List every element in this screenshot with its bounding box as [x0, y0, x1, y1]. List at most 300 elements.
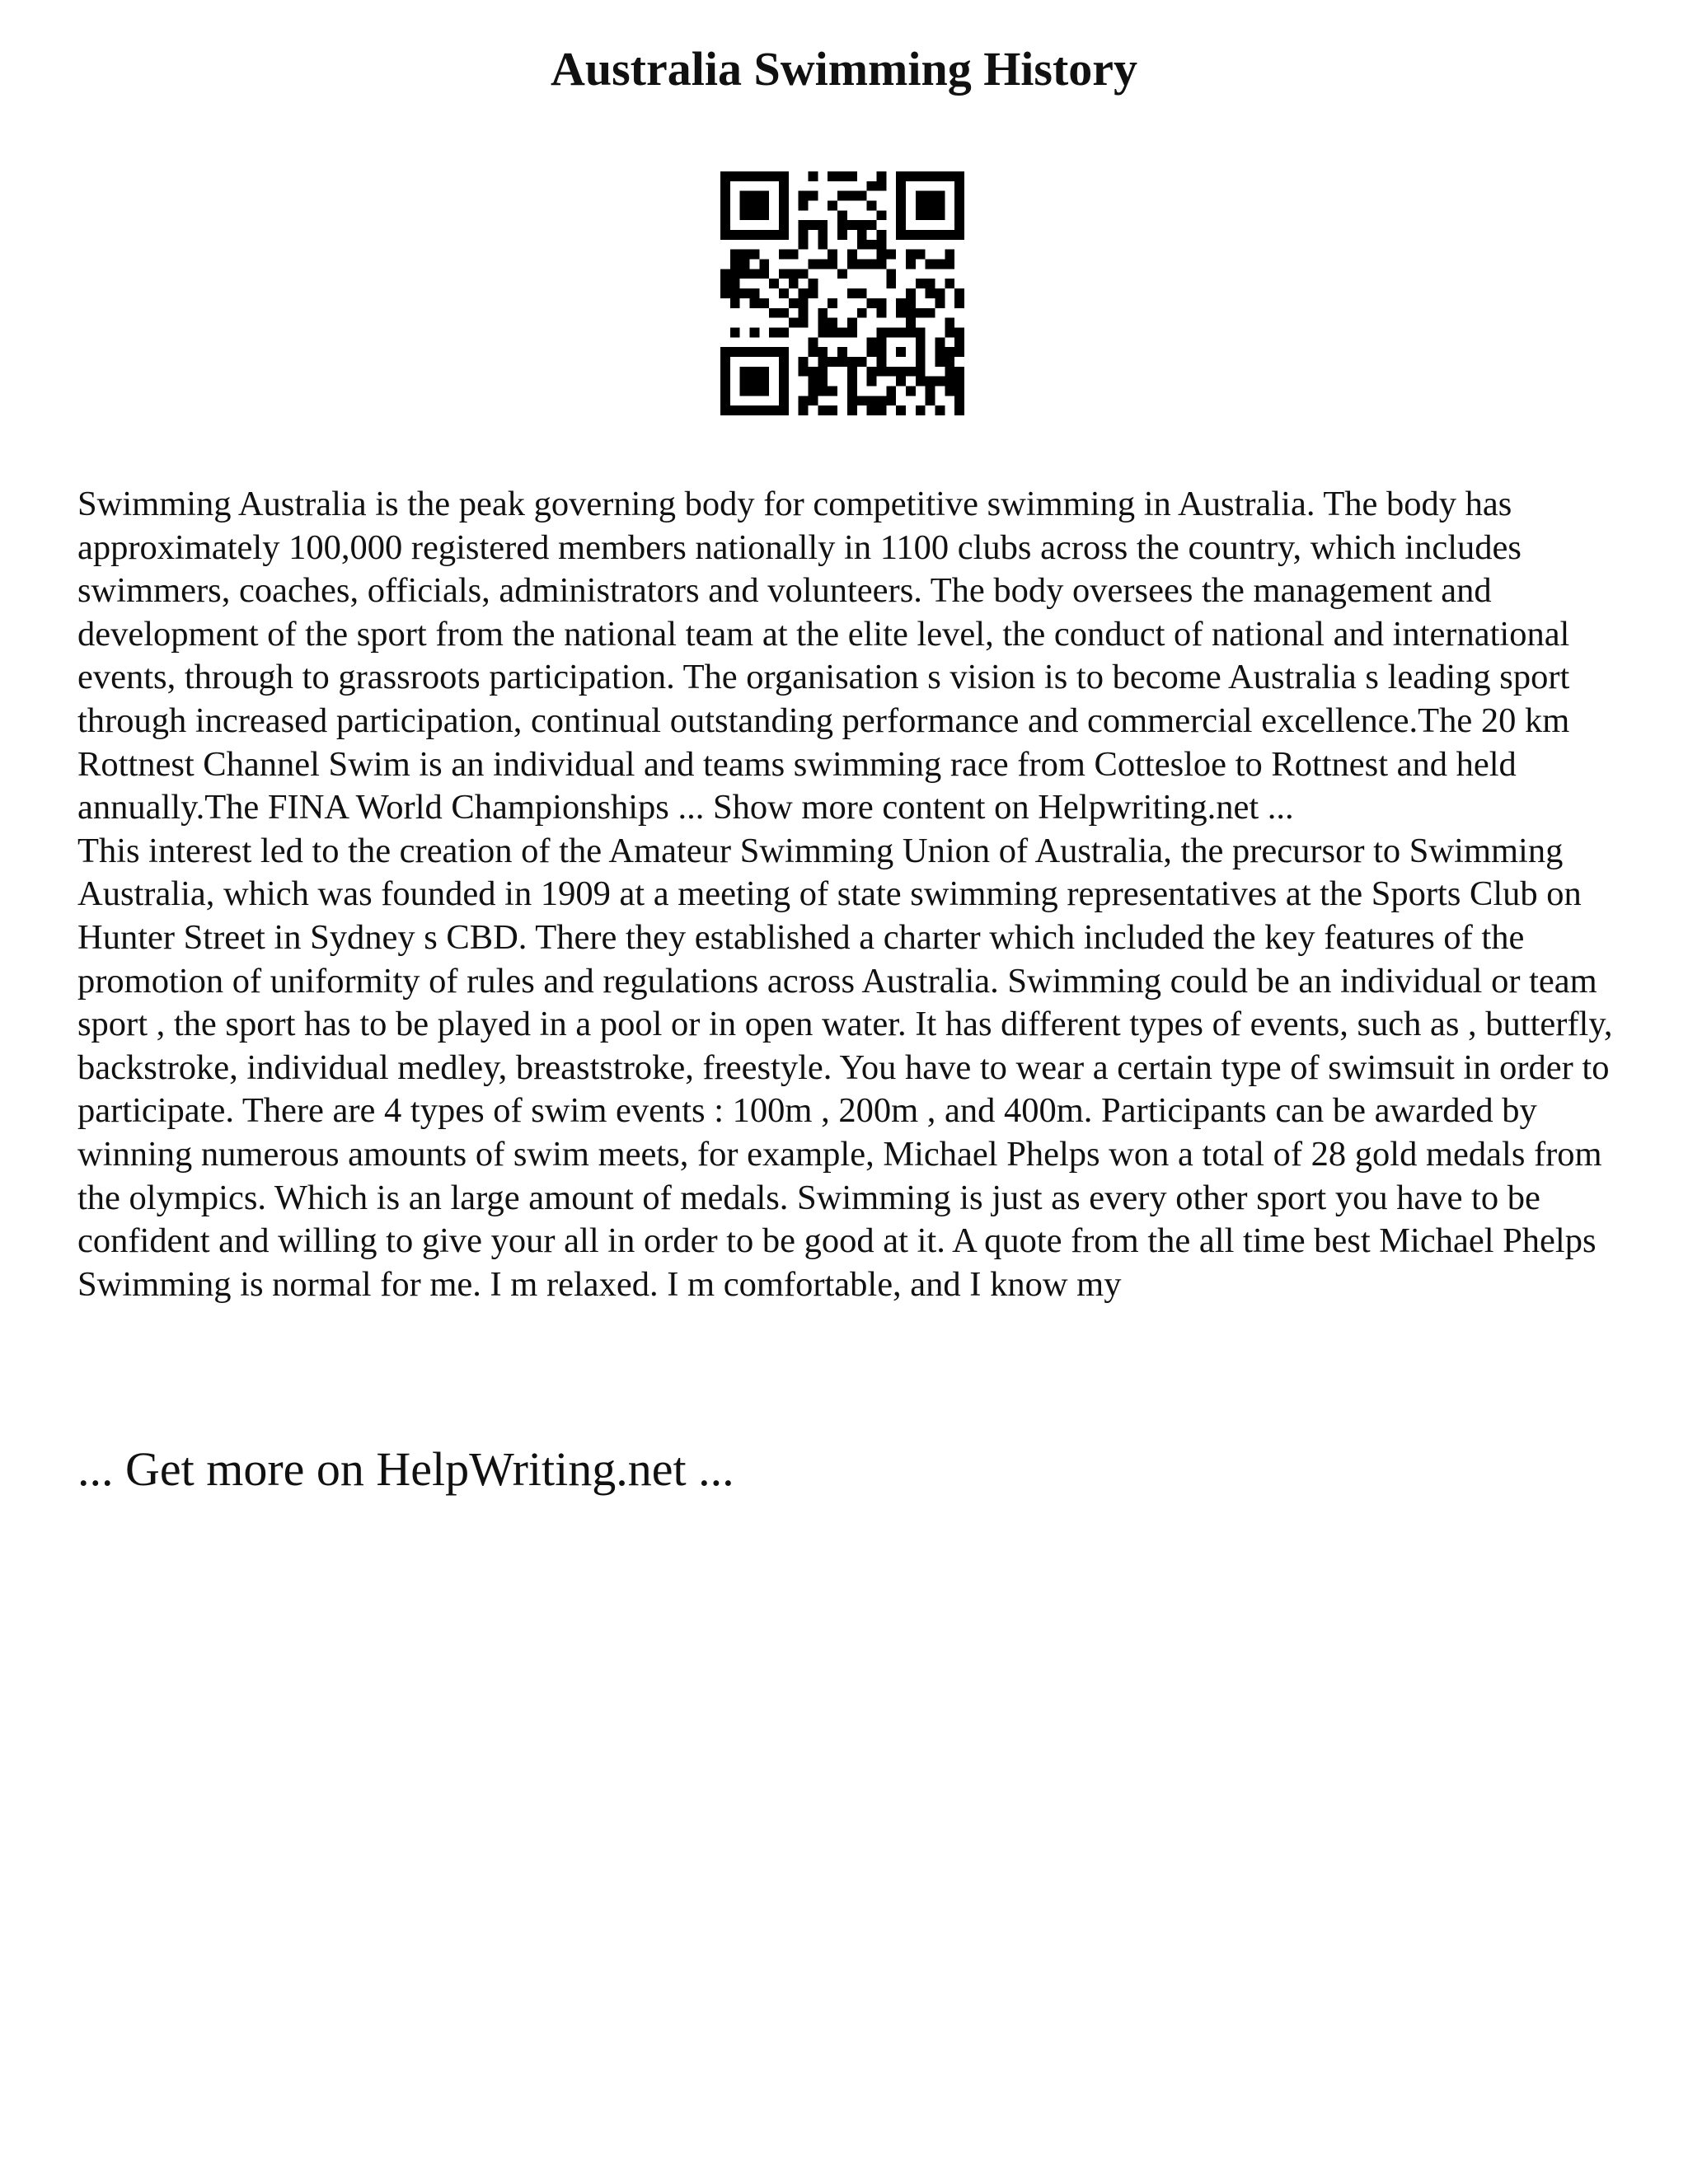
qr-module — [828, 318, 837, 328]
qr-module — [847, 318, 857, 328]
qr-module — [857, 357, 867, 367]
qr-module — [809, 220, 818, 230]
qr-module — [789, 250, 799, 260]
qr-module — [818, 347, 828, 357]
qr-module — [954, 337, 964, 347]
qr-module — [886, 327, 896, 337]
qr-module — [945, 327, 954, 337]
qr-module — [896, 181, 906, 191]
qr-module — [916, 308, 926, 318]
qr-module — [876, 298, 886, 308]
qr-module — [779, 181, 789, 191]
qr-module — [857, 288, 867, 298]
qr-module — [740, 405, 750, 415]
qr-module — [867, 298, 877, 308]
qr-module — [779, 250, 789, 260]
qr-module — [740, 171, 750, 181]
qr-module — [916, 171, 926, 181]
qr-module — [945, 386, 954, 396]
qr-module — [730, 171, 740, 181]
qr-module — [954, 367, 964, 377]
qr-module — [867, 405, 877, 415]
qr-module — [759, 260, 769, 269]
qr-module — [809, 347, 818, 357]
qr-module — [935, 357, 945, 367]
qr-module — [818, 357, 828, 367]
qr-module — [896, 367, 906, 377]
qr-module — [769, 327, 779, 337]
qr-module — [759, 171, 769, 181]
qr-module — [720, 357, 730, 367]
qr-module — [720, 396, 730, 405]
qr-module — [867, 367, 877, 377]
qr-module — [906, 171, 916, 181]
qr-module — [896, 347, 906, 357]
qr-module — [867, 377, 877, 387]
qr-module — [876, 327, 886, 337]
qr-module — [935, 298, 945, 308]
qr-module — [926, 201, 935, 211]
qr-module — [720, 386, 730, 396]
qr-module — [769, 279, 779, 288]
qr-module — [857, 230, 867, 240]
qr-module — [799, 191, 809, 201]
qr-module — [720, 171, 730, 181]
qr-module — [876, 367, 886, 377]
qr-module — [759, 347, 769, 357]
qr-module — [954, 288, 964, 298]
qr-code-icon — [720, 171, 964, 415]
qr-module — [799, 308, 809, 318]
page-title: Australia Swimming History — [550, 42, 1138, 96]
qr-module — [926, 386, 935, 396]
qr-module — [876, 210, 886, 220]
qr-module — [809, 279, 818, 288]
qr-module — [789, 269, 799, 279]
qr-code-graphic — [720, 171, 964, 415]
qr-module — [906, 260, 916, 269]
qr-module — [867, 260, 877, 269]
qr-module — [847, 396, 857, 405]
qr-module — [740, 367, 750, 377]
qr-module — [847, 288, 857, 298]
qr-module — [828, 357, 837, 367]
qr-module — [750, 210, 760, 220]
qr-module — [896, 308, 906, 318]
qr-module — [857, 191, 867, 201]
qr-module — [750, 201, 760, 211]
qr-module — [750, 298, 760, 308]
qr-module — [945, 318, 954, 328]
qr-module — [837, 327, 847, 337]
qr-module — [896, 230, 906, 240]
qr-module — [926, 210, 935, 220]
qr-module — [935, 210, 945, 220]
qr-module — [799, 405, 809, 415]
qr-module — [730, 288, 740, 298]
qr-module — [837, 210, 847, 220]
qr-module — [789, 318, 799, 328]
qr-module — [916, 347, 926, 357]
qr-module — [916, 210, 926, 220]
qr-module — [759, 269, 769, 279]
qr-module — [779, 171, 789, 181]
qr-module — [828, 201, 837, 211]
qr-module — [720, 347, 730, 357]
qr-module — [730, 327, 740, 337]
qr-module — [945, 171, 954, 181]
qr-module — [876, 396, 886, 405]
qr-module — [779, 327, 789, 337]
qr-module — [935, 347, 945, 357]
qr-module — [954, 396, 964, 405]
qr-module — [779, 191, 789, 201]
qr-module — [906, 308, 916, 318]
qr-module — [876, 250, 886, 260]
qr-module — [896, 327, 906, 337]
qr-module — [954, 181, 964, 191]
qr-module — [730, 405, 740, 415]
qr-module — [720, 210, 730, 220]
qr-module — [809, 396, 818, 405]
qr-module — [740, 191, 750, 201]
qr-module — [876, 347, 886, 357]
qr-module — [750, 347, 760, 357]
qr-module — [720, 181, 730, 191]
qr-module — [779, 396, 789, 405]
qr-module — [720, 367, 730, 377]
qr-module — [916, 230, 926, 240]
qr-module — [896, 171, 906, 181]
qr-module — [876, 357, 886, 367]
qr-module — [809, 386, 818, 396]
qr-module — [916, 250, 926, 260]
qr-module — [818, 240, 828, 250]
qr-module — [730, 250, 740, 260]
qr-module — [779, 201, 789, 211]
qr-module — [867, 201, 877, 211]
qr-module — [720, 201, 730, 211]
qr-module — [779, 405, 789, 415]
qr-module — [867, 347, 877, 357]
qr-module — [779, 367, 789, 377]
qr-module — [750, 377, 760, 387]
qr-module — [916, 327, 926, 337]
qr-module — [935, 201, 945, 211]
qr-module — [818, 308, 828, 318]
qr-module — [720, 220, 730, 230]
qr-module — [720, 279, 730, 288]
qr-module — [779, 220, 789, 230]
qr-module — [828, 260, 837, 269]
qr-module — [818, 386, 828, 396]
qr-module — [945, 260, 954, 269]
qr-module — [759, 377, 769, 387]
qr-module — [954, 220, 964, 230]
qr-module — [847, 377, 857, 387]
qr-module — [779, 386, 789, 396]
qr-module — [954, 377, 964, 387]
qr-module — [954, 327, 964, 337]
qr-module — [809, 260, 818, 269]
qr-module — [867, 240, 877, 250]
qr-module — [799, 298, 809, 308]
qr-module — [750, 367, 760, 377]
qr-module — [906, 367, 916, 377]
qr-module — [935, 377, 945, 387]
qr-module — [847, 357, 857, 367]
qr-module — [799, 220, 809, 230]
qr-module — [916, 201, 926, 211]
qr-module — [954, 347, 964, 357]
qr-module — [926, 191, 935, 201]
qr-module — [837, 171, 847, 181]
qr-module — [809, 337, 818, 347]
qr-module — [779, 230, 789, 240]
qr-module — [769, 230, 779, 240]
qr-module — [809, 367, 818, 377]
qr-module — [876, 181, 886, 191]
qr-module — [886, 386, 896, 396]
qr-module — [847, 405, 857, 415]
qr-module — [779, 308, 789, 318]
qr-module — [730, 347, 740, 357]
qr-module — [759, 230, 769, 240]
qr-module — [837, 220, 847, 230]
qr-module — [935, 337, 945, 347]
qr-module — [916, 191, 926, 201]
qr-module — [730, 269, 740, 279]
qr-module — [886, 250, 896, 260]
qr-module — [809, 288, 818, 298]
qr-module — [857, 220, 867, 230]
qr-module — [906, 318, 916, 328]
qr-module — [954, 201, 964, 211]
qr-module — [759, 210, 769, 220]
qr-module — [935, 230, 945, 240]
qr-module — [867, 220, 877, 230]
qr-module — [876, 260, 886, 269]
qr-module — [867, 337, 877, 347]
qr-module — [954, 171, 964, 181]
qr-module — [954, 405, 964, 415]
qr-module — [867, 181, 877, 191]
qr-module — [740, 288, 750, 298]
qr-module — [740, 377, 750, 387]
qr-module — [759, 367, 769, 377]
qr-module — [818, 367, 828, 377]
qr-module — [896, 220, 906, 230]
qr-module — [779, 269, 789, 279]
qr-module — [828, 298, 837, 308]
qr-module — [857, 308, 867, 318]
qr-module — [730, 230, 740, 240]
qr-module — [906, 386, 916, 396]
qr-module — [769, 405, 779, 415]
qr-module — [926, 171, 935, 181]
qr-module — [809, 377, 818, 387]
qr-module — [886, 279, 896, 288]
qr-module — [730, 279, 740, 288]
qr-module — [847, 327, 857, 337]
qr-module — [954, 386, 964, 396]
qr-module — [886, 269, 896, 279]
qr-module — [857, 260, 867, 269]
qr-module — [740, 269, 750, 279]
qr-module — [896, 210, 906, 220]
qr-module — [945, 357, 954, 367]
qr-module — [945, 347, 954, 357]
qr-module — [935, 288, 945, 298]
qr-module — [759, 405, 769, 415]
qr-module — [730, 298, 740, 308]
qr-module — [847, 191, 857, 201]
qr-module — [837, 191, 847, 201]
qr-module — [945, 230, 954, 240]
qr-module — [945, 367, 954, 377]
qr-module — [759, 386, 769, 396]
qr-module — [750, 230, 760, 240]
qr-module — [906, 327, 916, 337]
qr-module — [740, 347, 750, 357]
qr-module — [954, 210, 964, 220]
qr-module — [926, 288, 935, 298]
qr-module — [837, 269, 847, 279]
qr-module — [876, 230, 886, 240]
qr-module — [740, 201, 750, 211]
qr-module — [740, 250, 750, 260]
qr-module — [799, 318, 809, 328]
qr-module — [945, 377, 954, 387]
qr-module — [799, 240, 809, 250]
qr-module — [857, 396, 867, 405]
qr-module — [779, 347, 789, 357]
qr-module — [740, 386, 750, 396]
qr-module — [954, 230, 964, 240]
qr-module — [759, 191, 769, 201]
article-paragraph-1: Swimming Australia is the peak governing body for competitive swimming in Australia. The body has approximately 100,000 registered members nationally in 1100 clubs across the country, which includes swimmers, coaches, officials, administrators and volunteers. The body oversees the management and development of the sport from the national team at the elite level, the conduct of national and international events, through to grassroots participation. The organisation s vision is to become Australia s leading sport through increased participation, continual outstanding performance and commercial excellence.The 20 km Rottnest Channel Swim is an individual and teams swimming race from Cottesloe to Rottnest and held annually.The FINA World Championships ... Show more content on Helpwriting.net ... — [77, 485, 1570, 827]
qr-module — [750, 327, 760, 337]
article-body — [77, 483, 1627, 1306]
qr-module — [750, 171, 760, 181]
qr-module — [847, 367, 857, 377]
qr-module — [789, 298, 799, 308]
qr-module — [935, 260, 945, 269]
qr-module — [818, 377, 828, 387]
qr-module — [779, 210, 789, 220]
qr-module — [828, 327, 837, 337]
qr-module — [759, 298, 769, 308]
qr-module — [896, 405, 906, 415]
qr-module — [730, 260, 740, 269]
qr-module — [906, 230, 916, 240]
qr-module — [799, 230, 809, 240]
qr-module — [799, 367, 809, 377]
qr-module — [818, 327, 828, 337]
qr-module — [896, 377, 906, 387]
qr-module — [769, 308, 779, 318]
qr-module — [945, 279, 954, 288]
qr-module — [847, 171, 857, 181]
qr-module — [720, 230, 730, 240]
qr-module — [886, 367, 896, 377]
qr-module — [740, 210, 750, 220]
qr-module — [926, 396, 935, 405]
qr-module — [779, 288, 789, 298]
qr-module — [896, 298, 906, 308]
qr-module — [750, 386, 760, 396]
qr-module — [945, 250, 954, 260]
qr-module — [926, 377, 935, 387]
qr-module — [779, 377, 789, 387]
qr-module — [799, 269, 809, 279]
qr-module — [906, 250, 916, 260]
qr-module — [799, 288, 809, 298]
qr-module — [876, 308, 886, 318]
qr-module — [926, 308, 935, 318]
qr-module — [799, 201, 809, 211]
qr-module — [954, 191, 964, 201]
qr-module — [750, 191, 760, 201]
get-more-link[interactable]: ... Get more on HelpWriting.net ... — [77, 1442, 734, 1496]
qr-module — [818, 318, 828, 328]
qr-module — [818, 260, 828, 269]
qr-module — [916, 279, 926, 288]
qr-module — [799, 396, 809, 405]
qr-module — [916, 367, 926, 377]
qr-module — [916, 405, 926, 415]
qr-module — [954, 298, 964, 308]
qr-module — [750, 405, 760, 415]
qr-module — [847, 260, 857, 269]
qr-module — [896, 201, 906, 211]
qr-module — [906, 298, 916, 308]
qr-module — [750, 288, 760, 298]
qr-module — [720, 405, 730, 415]
qr-module — [828, 386, 837, 396]
qr-module — [857, 240, 867, 250]
qr-module — [818, 405, 828, 415]
qr-module — [818, 230, 828, 240]
qr-module — [935, 191, 945, 201]
qr-module — [926, 230, 935, 240]
qr-module — [837, 230, 847, 240]
qr-module — [769, 347, 779, 357]
qr-module — [750, 269, 760, 279]
qr-module — [876, 405, 886, 415]
qr-module — [916, 377, 926, 387]
qr-module — [740, 260, 750, 269]
qr-module — [809, 191, 818, 201]
qr-module — [876, 171, 886, 181]
qr-module — [916, 337, 926, 347]
article-paragraph-2: This interest led to the creation of the Amateur Swimming Union of Australia, the precursor to Swimming Australia, which was founded in 1909 at a meeting of state swimming representatives at the Sports Club on Hunter Street in Sydney s CBD. There they established a charter which included the key features of the promotion of uniformity of rules and regulations across Australia. Swimming could be an individual or team sport , the sport has to be played in a pool or in open water. It has different types of events, such as , butterfly, backstroke, individual medley, breaststroke, freestyle. You have to wear a certain type of swimsuit in order to participate. There are 4 types of swim events : 100m , 200m , and 400m. Participants can be awarded by winning numerous amounts of swim meets, for example, Michael Phelps won a total of 28 gold medals from the olympics. Which is an large amount of medals. Swimming is just as every other sport you have to be confident and willing to give your all in order to be good at it. A quote from the all time best Michael Phelps Swimming is normal for me. I m relaxed. I m comfortable, and I know my — [77, 831, 1613, 1304]
qr-module — [876, 337, 886, 347]
qr-module — [886, 396, 896, 405]
qr-module — [867, 396, 877, 405]
qr-module — [896, 191, 906, 201]
qr-module — [935, 405, 945, 415]
qr-module — [828, 405, 837, 415]
qr-module — [759, 201, 769, 211]
qr-module — [720, 288, 730, 298]
qr-module — [720, 269, 730, 279]
qr-module — [828, 171, 837, 181]
qr-module — [847, 220, 857, 230]
qr-module — [847, 250, 857, 260]
qr-module — [750, 250, 760, 260]
qr-module — [906, 288, 916, 298]
